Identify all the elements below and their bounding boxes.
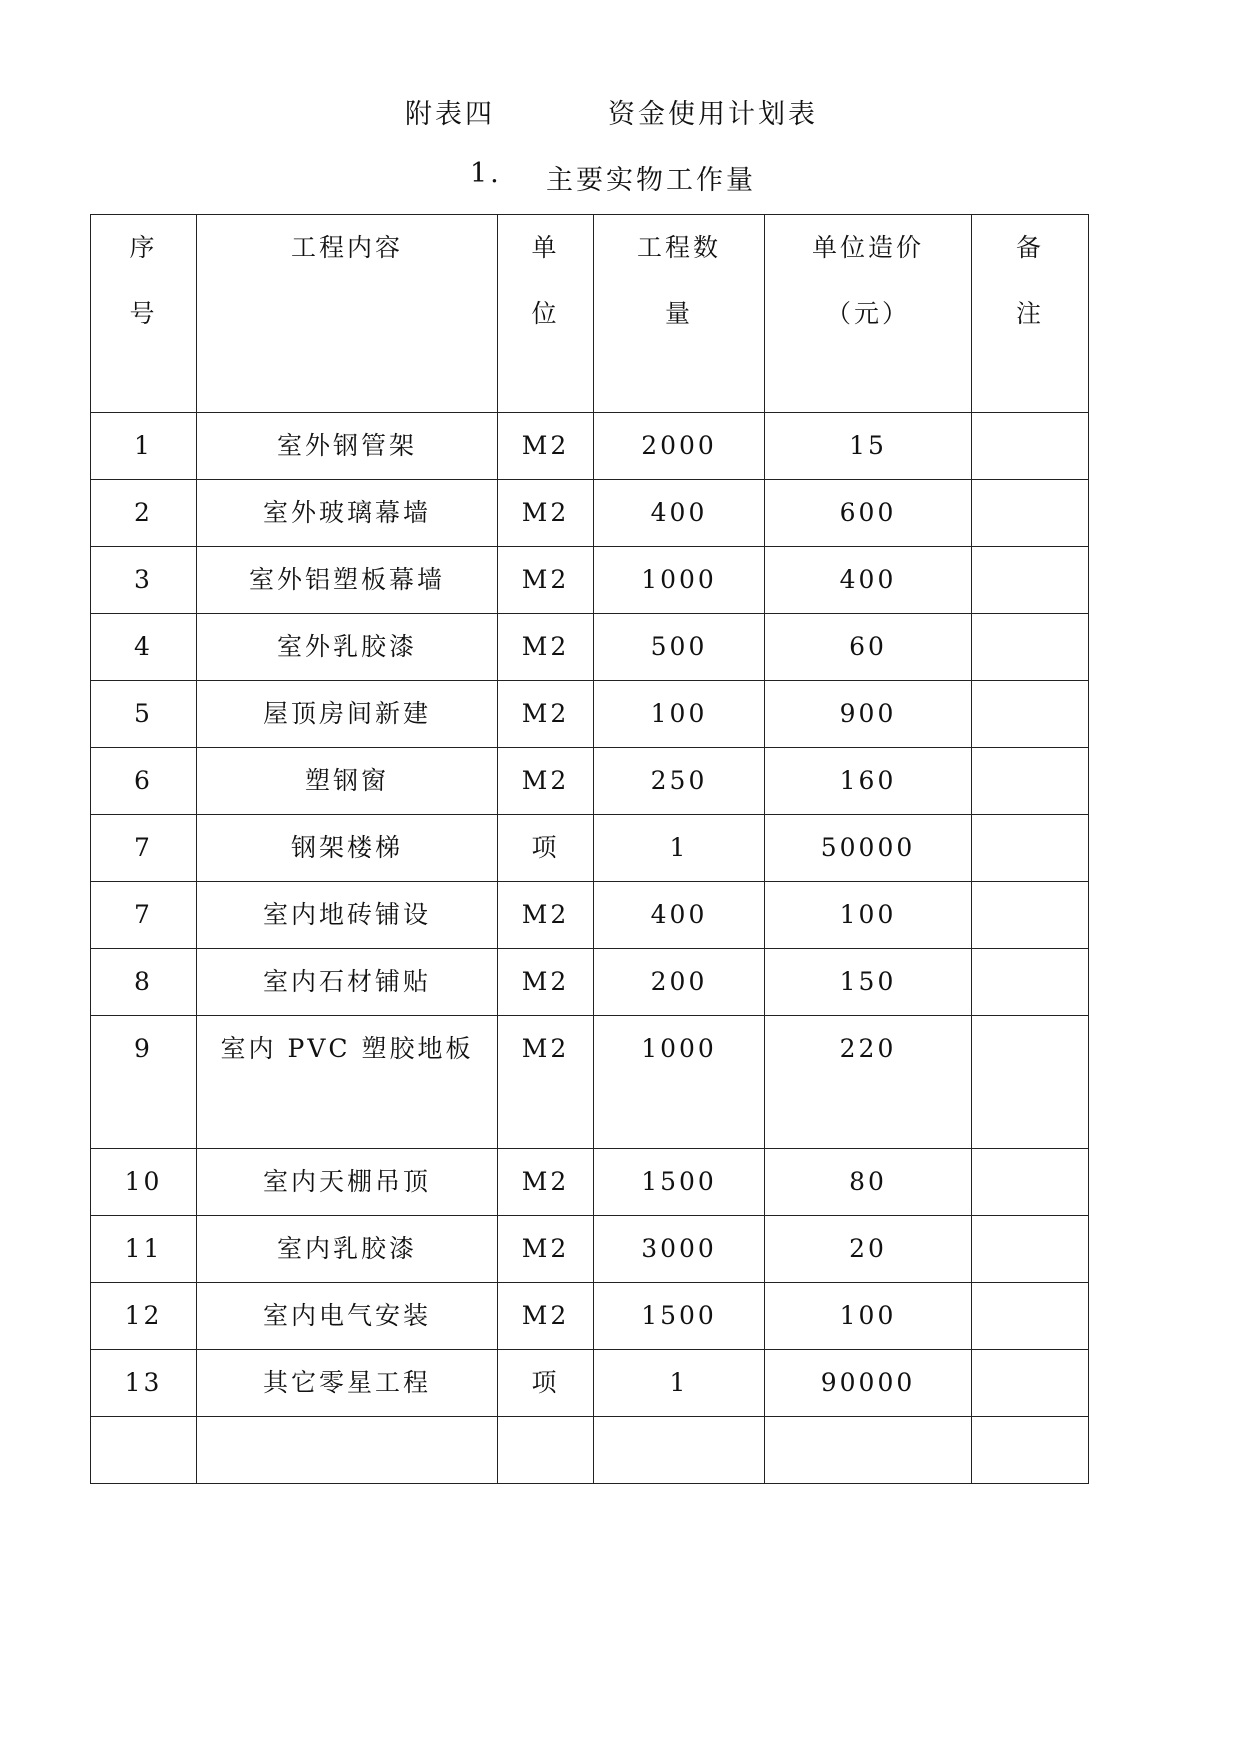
cell-seq: 7 [91,815,197,882]
page-title: 资金使用计划表 [608,99,818,130]
cell-quantity: 500 [594,614,765,681]
cell-price: 80 [765,1149,972,1216]
header-content: 工程内容 [197,215,498,413]
cell-unit: M2 [498,480,594,547]
cell-unit: M2 [498,748,594,815]
cell-price: 900 [765,681,972,748]
cell-remark [972,1350,1089,1417]
cell-price: 20 [765,1216,972,1283]
cell-content: 室内天棚吊顶 [197,1149,498,1216]
cell-remark [972,949,1089,1016]
cell-quantity: 250 [594,748,765,815]
cell-quantity: 2000 [594,413,765,480]
table-header-row [91,215,1089,413]
cell-content: 其它零星工程 [197,1350,498,1417]
table-row [91,1350,1089,1417]
cell-seq: 12 [91,1283,197,1350]
cell-seq: 2 [91,480,197,547]
cell-unit: M2 [498,681,594,748]
header-unit: 单 位 [498,215,594,413]
cell-seq [91,1417,197,1484]
section-title: 主要实物工作量 [546,165,756,196]
cell-remark [972,480,1089,547]
table-row [91,1283,1089,1350]
cell-content: 室内乳胶漆 [197,1216,498,1283]
cell-quantity: 1 [594,815,765,882]
cell-remark [972,681,1089,748]
table-row [91,815,1089,882]
cell-price: 220 [765,1016,972,1149]
cell-quantity: 1500 [594,1283,765,1350]
table-row [91,1149,1089,1216]
cell-quantity: 1 [594,1350,765,1417]
cell-content: 室外钢管架 [197,413,498,480]
cell-quantity: 1000 [594,1016,765,1149]
table-row [91,547,1089,614]
table-row [91,413,1089,480]
cell-quantity: 200 [594,949,765,1016]
cell-remark [972,882,1089,949]
table-row [91,882,1089,949]
cell-unit: M2 [498,547,594,614]
cell-seq: 11 [91,1216,197,1283]
cell-seq: 7 [91,882,197,949]
cell-remark [972,1283,1089,1350]
cell-seq: 8 [91,949,197,1016]
cell-content: 室外乳胶漆 [197,614,498,681]
cell-unit: M2 [498,614,594,681]
cell-remark [972,413,1089,480]
cell-price: 400 [765,547,972,614]
header-remark: 备 注 [972,215,1089,413]
table-row [91,1016,1089,1149]
header-quantity: 工程数 量 [594,215,765,413]
cell-quantity: 1000 [594,547,765,614]
cell-content: 室外玻璃幕墙 [197,480,498,547]
cell-price: 50000 [765,815,972,882]
cell-content: 钢架楼梯 [197,815,498,882]
cell-seq: 3 [91,547,197,614]
cell-quantity: 400 [594,882,765,949]
cell-remark [972,1417,1089,1484]
header-seq: 序 号 [91,215,197,413]
cell-price: 160 [765,748,972,815]
cell-unit: M2 [498,1149,594,1216]
cell-quantity: 3000 [594,1216,765,1283]
cell-price: 150 [765,949,972,1016]
table-row [91,748,1089,815]
cell-seq: 13 [91,1350,197,1417]
cell-price: 600 [765,480,972,547]
section-heading [0,158,1241,198]
cell-unit: M2 [498,1016,594,1149]
cell-price: 100 [765,882,972,949]
cell-seq: 6 [91,748,197,815]
table-row [91,949,1089,1016]
cell-unit: M2 [498,413,594,480]
cell-quantity: 100 [594,681,765,748]
cell-content: 屋顶房间新建 [197,681,498,748]
table-row [91,480,1089,547]
cell-price: 60 [765,614,972,681]
table-row [91,614,1089,681]
cell-content: 室内 PVC 塑胶地板 [197,1016,498,1149]
header-price: 单位造价 （元） [765,215,972,413]
cell-content: 室内地砖铺设 [197,882,498,949]
document-title-line [0,92,1241,132]
cell-unit [498,1417,594,1484]
cell-remark [972,1216,1089,1283]
cell-seq: 5 [91,681,197,748]
cell-quantity: 400 [594,480,765,547]
table-row [91,1417,1089,1484]
cell-remark [972,748,1089,815]
cell-price [765,1417,972,1484]
cell-remark [972,614,1089,681]
cell-remark [972,1016,1089,1149]
table-row [91,1216,1089,1283]
cell-price: 15 [765,413,972,480]
cell-price: 100 [765,1283,972,1350]
cell-remark [972,1149,1089,1216]
cell-seq: 1 [91,413,197,480]
cell-quantity: 1500 [594,1149,765,1216]
work-quantity-table [90,214,1089,1484]
cell-content: 室内石材铺贴 [197,949,498,1016]
cell-remark [972,815,1089,882]
cell-content [197,1417,498,1484]
cell-seq: 4 [91,614,197,681]
cell-seq: 9 [91,1016,197,1149]
cell-seq: 10 [91,1149,197,1216]
cell-unit: 项 [498,1350,594,1417]
appendix-label: 附表四 [405,99,495,130]
cell-quantity [594,1417,765,1484]
cell-unit: M2 [498,882,594,949]
cell-content: 塑钢窗 [197,748,498,815]
cell-unit: 项 [498,815,594,882]
cell-unit: M2 [498,1216,594,1283]
cell-unit: M2 [498,949,594,1016]
cell-unit: M2 [498,1283,594,1350]
section-number: 1. [470,158,502,189]
cell-content: 室外铝塑板幕墙 [197,547,498,614]
table-row [91,681,1089,748]
cell-content: 室内电气安装 [197,1283,498,1350]
cell-price: 90000 [765,1350,972,1417]
cell-remark [972,547,1089,614]
